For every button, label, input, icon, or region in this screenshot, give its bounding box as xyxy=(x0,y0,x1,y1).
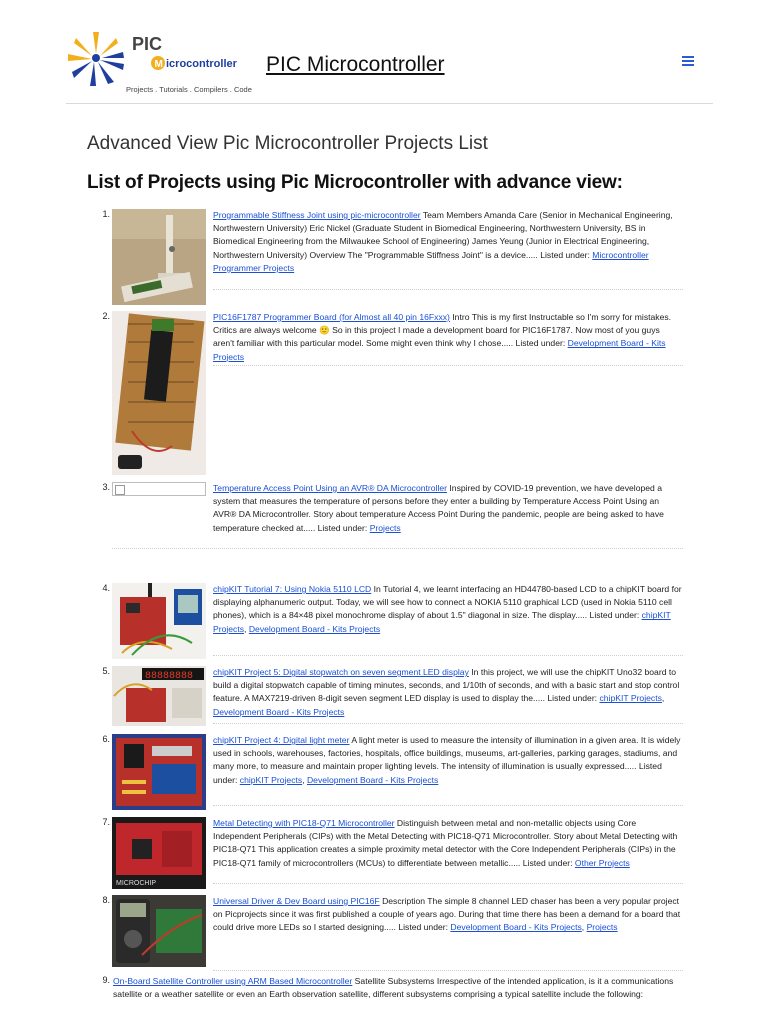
item-title-link[interactable]: chipKIT Tutorial 7: Using Nokia 5110 LCD xyxy=(213,584,372,594)
list-item xyxy=(90,583,688,663)
svg-text:Projects . Tutorials . Compile: Projects . Tutorials . Compilers . Code xyxy=(126,85,252,94)
item-title-link[interactable]: Temperature Access Point Using an AVR® DA Microcontroller xyxy=(213,483,448,493)
item-title-link[interactable]: Metal Detecting with PIC18-Q71 Microcontroller xyxy=(213,818,395,828)
list-item xyxy=(90,482,688,552)
item-divider xyxy=(213,883,683,884)
svg-text:M: M xyxy=(154,59,163,70)
item-body: A light meter is used to measure the intensity of illumination in a given area. It is widely used in schools, warehouses, factories, hospitals, office buildings, museums, art-galleries, parking garages, stadiums, and many more, to measure and maintain proper lighting levels. The intensity of illumination is usually expressed..... Listed under: xyxy=(213,735,681,785)
category-link[interactable]: chipKIT Projects xyxy=(213,610,671,634)
item-description: Universal Driver & Dev Board using PIC16F Description The simple 8 channel LED chaser has been a very popular project on Picprojects since it was first published a couple of years ago. During that time there has been a demand for a board that could drive more LEDs so I started designing..... Listed under: Development Board - Kits Projects, Projects xyxy=(213,896,681,933)
project-thumbnail[interactable] xyxy=(112,817,206,889)
item-body: In this project, we will use the chipKIT Uno32 board to build a digital stopwatch capable of timing minutes, seconds, and 1/10th of seconds, and with a basic start and stop control feature. A MAX7219-driven 8-digit seven segment LED display is used to display the..... Listed under: xyxy=(213,667,680,704)
item-title-link[interactable]: Universal Driver & Dev Board using PIC16F xyxy=(213,896,380,906)
site-header xyxy=(0,0,768,104)
item-body: Distinguish between metal and non-metallic objects using Core Independent Peripherals (CIPs) with the Metal Detecting with PIC18-Q71 Microcontroller. Story about Metal Detecting with PIC18-Q71 This application creates a simple proximity metal detector with the Core Independent Peripherals (CIPs) in the PIC18-Q71 family of microcontrollers (MCUs) to differentiate between metallic..... Listed under: xyxy=(213,818,678,868)
item-divider xyxy=(213,805,683,806)
page-title: Advanced View Pic Microcontroller Projects List xyxy=(87,133,488,154)
category-link[interactable]: Projects xyxy=(369,522,401,533)
category-link[interactable]: Development Board - Kits Projects xyxy=(213,706,345,717)
project-thumbnail[interactable] xyxy=(112,666,206,726)
project-thumbnail[interactable] xyxy=(112,311,206,475)
list-item xyxy=(90,975,688,1015)
svg-text:PIC: PIC xyxy=(132,34,163,54)
site-title-link[interactable]: PIC Microcontroller xyxy=(266,53,445,76)
list-item xyxy=(90,817,688,893)
category-link[interactable]: Microcontroller Programmer Projects xyxy=(213,249,649,273)
item-divider xyxy=(213,723,683,724)
item-title-link[interactable]: chipKIT Project 5: Digital stopwatch on seven segment LED display xyxy=(213,667,469,677)
item-number: 8. xyxy=(102,895,110,905)
project-thumbnail[interactable] xyxy=(112,734,206,810)
broken-image-icon[interactable] xyxy=(112,482,206,496)
section-heading: List of Projects using Pic Microcontroller with advance view: xyxy=(87,172,623,193)
header-divider xyxy=(66,103,713,104)
project-thumbnail[interactable] xyxy=(112,895,206,967)
category-link[interactable]: Development Board - Kits Projects xyxy=(213,338,666,362)
item-divider xyxy=(213,655,683,656)
site-logo[interactable] xyxy=(66,30,266,100)
item-number: 4. xyxy=(102,583,110,593)
logo-graphic xyxy=(66,30,266,100)
project-thumbnail[interactable] xyxy=(112,209,206,305)
item-description xyxy=(113,975,693,1001)
item-body: Team Members Amanda Care (Senior in Mechanical Engineering, Northwestern University) Eric Nickel (Graduate Student in Biomedical Engineering, Northwestern University, BS in Biomedical Engineering from the Milwaukee School of Engineering) James Yeung (Junior in Electrical Engineering, Northwestern University) Overview The "Programmable Stiffness Joint" is a device..... Listed under: xyxy=(213,210,673,260)
item-divider xyxy=(213,970,683,971)
item-description: chipKIT Project 5: Digital stopwatch on seven segment LED display In this project, we will use the chipKIT Uno32 board to build a digital stopwatch capable of timing minutes, seconds, and 1/10th of seconds, and with a basic start and stop control feature. A MAX7219-driven 8-digit seven segment LED display is used to display the..... Listed under: chipKIT Projects, Development Board - Kits Projects xyxy=(213,667,680,717)
category-link[interactable]: Development Board - Kits Projects xyxy=(450,922,582,933)
svg-text:icrocontroller: icrocontroller xyxy=(166,58,237,70)
category-link[interactable]: Development Board - Kits Projects xyxy=(306,774,439,785)
category-link[interactable]: chipKIT Projects xyxy=(599,693,662,704)
item-description xyxy=(213,311,683,364)
item-body: Description The simple 8 channel LED chaser has been a very popular project on Picprojects since it was first published a couple of years ago. During that time there has been a demand for a board that could drive more LEDs so I started designing..... Listed under: xyxy=(213,896,681,933)
item-number: 3. xyxy=(102,482,110,492)
item-body: In Tutorial 4, we learnt interfacing an HD44780-based LCD to a chipKIT board for displaying alphanumeric output. Today, we will see how to connect a NOKIA 5110 graphical LCD (used in Nokia 5110 cell phones), which is a 84×48 pixel monochrome display of about 1.5" diagonal in size. The display..... Listed under: xyxy=(213,584,682,621)
item-body: Satellite Subsystems Irrespective of the intended application, is it a communications satellite or a weather satellite or even an Earth observation satellite, different subsystems comprising a typical satellite include the following: xyxy=(113,976,674,1000)
item-description xyxy=(213,817,683,870)
svg-text:MICROCHIP: MICROCHIP xyxy=(116,880,157,887)
item-description xyxy=(213,209,683,275)
category-link[interactable]: Development Board - Kits Projects xyxy=(248,623,381,634)
item-description xyxy=(213,482,683,535)
category-link[interactable]: Projects xyxy=(586,922,618,933)
category-link[interactable]: chipKIT Projects xyxy=(239,774,303,785)
item-divider xyxy=(213,365,683,366)
list-item xyxy=(90,311,688,477)
item-description: chipKIT Tutorial 7: Using Nokia 5110 LCD In Tutorial 4, we learnt interfacing an HD44780-based LCD to a chipKIT board for displaying alphanumeric output. Today, we will see how to connect a NOKIA 5110 graphical LCD (used in Nokia 5110 cell phones), which is a 84×48 pixel monochrome display of about 1.5" diagonal in size. The display..... Listed under: chipKIT Projects, Development Board - Kits Projects xyxy=(213,584,682,634)
item-title-link[interactable]: PIC16F1787 Programmer Board (for Almost all 40 pin 16Fxxx) xyxy=(213,312,450,322)
list-item xyxy=(90,666,688,730)
list-item xyxy=(90,895,688,971)
item-number: 2. xyxy=(102,311,110,321)
item-number: 1. xyxy=(102,209,110,219)
item-title-link[interactable]: Programmable Stiffness Joint using pic-microcontroller xyxy=(213,210,421,220)
item-title-link[interactable]: On-Board Satellite Controller using ARM Based Microcontroller xyxy=(113,976,353,986)
item-body: Inspired by COVID-19 prevention, we have developed a system that measures the temperature of persons before they enter a building by Temperature Access Point Using an AVR® DA Microcontroller. Story about temperature Access Point During the pandemic, people are being asked to have temperature checked at..... Listed under: xyxy=(213,483,664,533)
item-divider xyxy=(213,289,683,290)
category-link[interactable]: Other Projects xyxy=(574,857,630,868)
svg-text:88888888: 88888888 xyxy=(145,671,194,682)
hamburger-menu-icon[interactable] xyxy=(682,56,694,66)
item-description: chipKIT Project 4: Digital light meter A light meter is used to measure the intensity of illumination in a given area. It is widely used in schools, warehouses, factories, hospitals, office buildings, museums, art-galleries, parking garages, stadiums, and many more, to measure and maintain proper lighting levels. The intensity of illumination is usually expressed..... Listed under: chipKIT Projects, Development Board - Kits Projects xyxy=(213,735,681,785)
item-number: 6. xyxy=(102,734,110,744)
item-number: 7. xyxy=(102,817,110,827)
item-title-link[interactable]: chipKIT Project 4: Digital light meter xyxy=(213,735,350,745)
item-number: 9. xyxy=(102,975,110,985)
project-thumbnail[interactable] xyxy=(112,583,206,659)
list-item xyxy=(90,734,688,814)
item-divider xyxy=(112,548,683,549)
item-body: Intro This is my first Instructable so I'm sorry for mistakes. Critics are always welcome 🙂 So in this project I made a development board for PIC16F1787. Now most of you guys aren't familiar with this particular model. Some might even think why I chose..... Listed under: xyxy=(213,312,672,349)
list-item xyxy=(90,209,688,307)
item-number: 5. xyxy=(102,666,110,676)
